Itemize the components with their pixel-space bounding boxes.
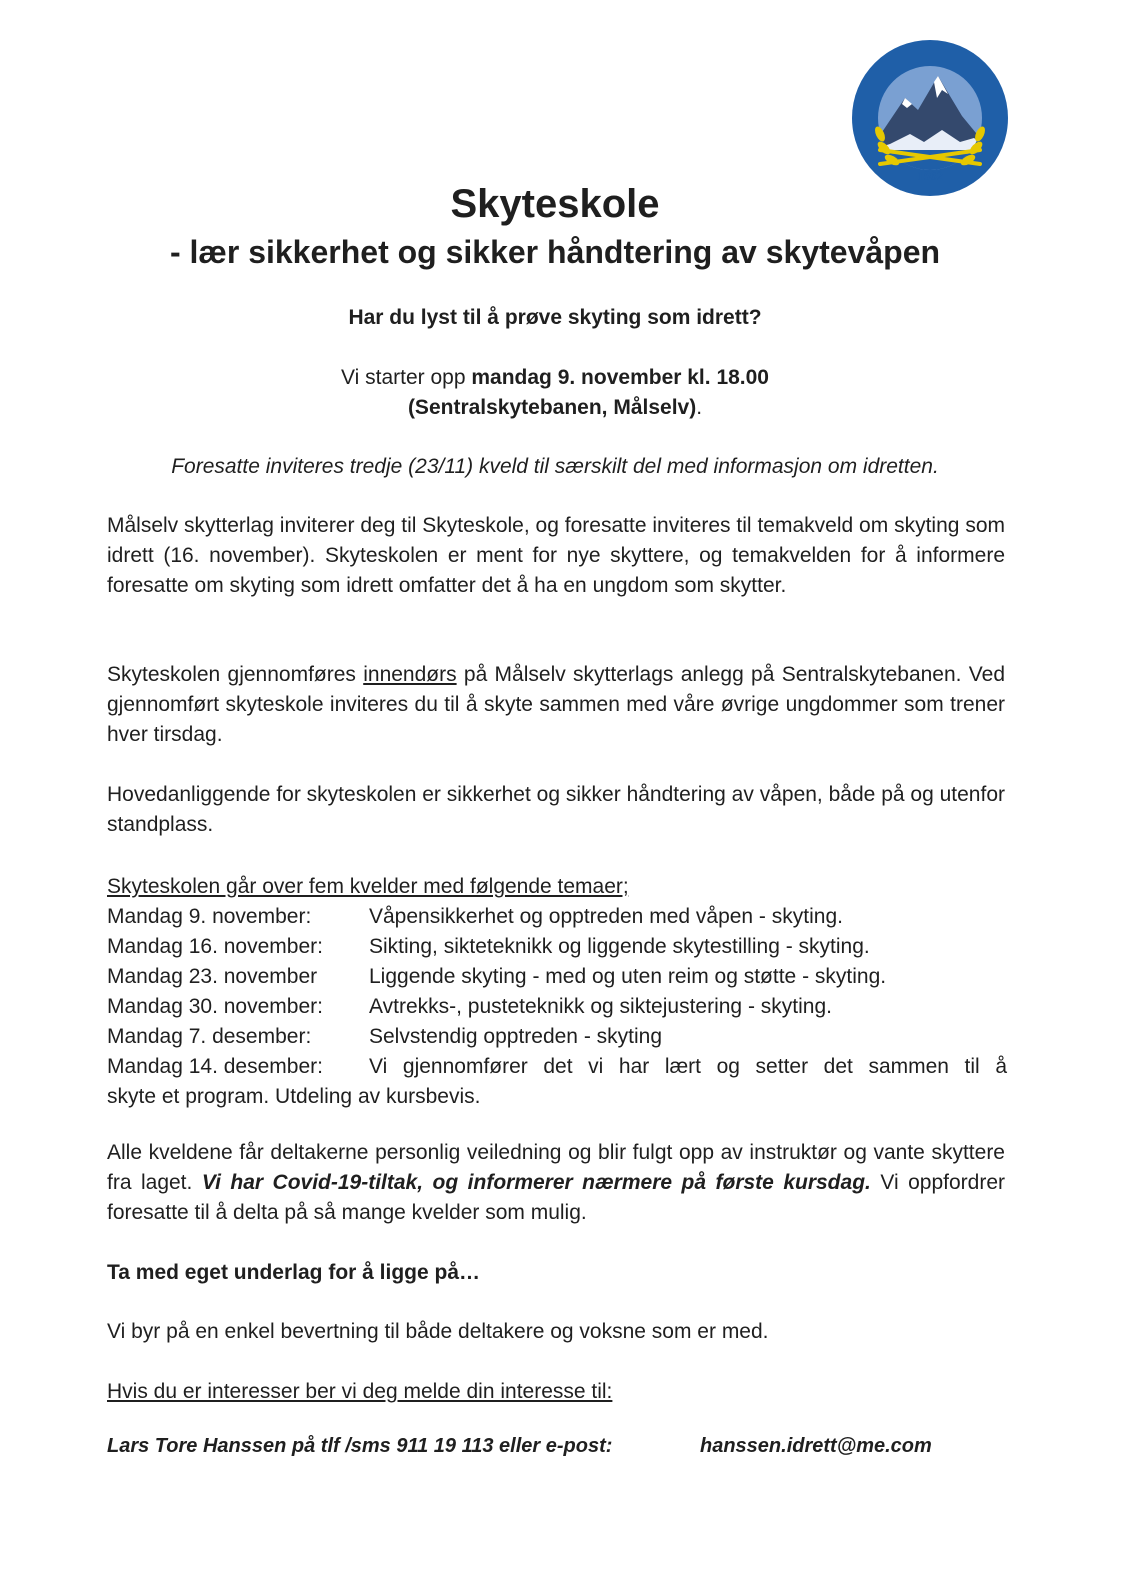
schedule-day: Mandag 23. november [107, 965, 318, 988]
paragraph-location-indoors: innendørs [363, 663, 457, 686]
schedule-topic: Våpensikkerhet og opptreden med våpen - skyting. [369, 905, 843, 928]
malselv-skytterlag-logo [850, 26, 1021, 198]
schedule-day: Mandag 30. november: [107, 995, 323, 1018]
intro-question: Har du lyst til å prøve skyting som idrett? [348, 306, 762, 329]
logo-year: 1862 [917, 168, 943, 183]
paragraph-main-focus: Hovedanliggende for skyteskolen er sikkerhet og sikker håndtering av våpen, både på og utenfor standplass. [107, 783, 1005, 836]
schedule-day: Mandag 9. november: [107, 905, 312, 928]
schedule-row [107, 932, 1007, 962]
paragraph-location-post: på Målselv skytterlags anlegg på Sentralskytebanen. Ved gjennomført skyteskole inviteres du til å skyte sammen med våre øvrige ungdommer som trener hver tirsdag. [107, 663, 1005, 746]
interest-heading: Hvis du er interesser ber vi deg melde din interesse til: [107, 1380, 613, 1403]
schedule-topic: Sikting, sikteteknikk og liggende skytestilling - skyting. [369, 935, 870, 958]
contact-email[interactable]: hanssen.idrett@me.com [700, 1435, 932, 1457]
bevertning-note: Vi byr på en enkel bevertning til både deltakere og voksne som er med. [107, 1320, 769, 1343]
schedule-topic: Liggende skyting - med og uten reim og støtte - skyting. [369, 965, 887, 988]
page-subtitle: - lær sikkerhet og sikker håndtering av skytevåpen [169, 234, 941, 270]
schedule-topic: Avtrekks-, pusteteknikk og siktejustering - skyting. [369, 995, 832, 1018]
schedule [107, 872, 1007, 1112]
schedule-row [107, 902, 1007, 932]
schedule-day: Mandag 7. desember: [107, 1025, 312, 1048]
underlag-note: Ta med eget underlag for å ligge på… [107, 1261, 481, 1284]
contact-info: Lars Tore Hanssen på tlf /sms 911 19 113 eller e-post: [107, 1435, 613, 1457]
schedule-topic: Selvstendig opptreden - skyting [369, 1025, 663, 1048]
schedule-row [107, 1022, 1007, 1052]
guidance-pre: Alle kveldene får deltakerne personlig veiledning og blir fulgt opp av instruktør og vante skyttere fra laget. [107, 1141, 1005, 1194]
page-title: Skyteskole [450, 182, 660, 226]
paragraph-location [107, 660, 1005, 750]
start-prefix: Vi starter opp [341, 366, 472, 389]
schedule-day: Mandag 16. november: [107, 935, 323, 958]
schedule-row [107, 1052, 1007, 1082]
covid-notice: Vi har Covid-19-tiltak, og informerer nærmere på første kursdag. [201, 1171, 871, 1194]
start-info [0, 363, 1110, 423]
guidance-post: Vi oppfordrer foresatte til å delta på så mange kvelder som mulig. [107, 1171, 1005, 1224]
schedule-row [107, 992, 1007, 1022]
start-location: (Sentralskytebanen, Målselv) [407, 396, 697, 419]
schedule-heading: Skyteskolen går over fem kvelder med følgende temaer; [107, 875, 629, 898]
schedule-row [107, 962, 1007, 992]
schedule-continuation: skyte et program. Utdeling av kursbevis. [107, 1085, 481, 1108]
schedule-topic: Vi gjennomfører det vi har lært og setter det sammen til å [369, 1055, 1007, 1078]
foresatte-notice: Foresatte inviteres tredje (23/11) kveld til særskilt del med informasjon om idretten. [171, 455, 939, 478]
paragraph-invitation: Målselv skytterlag inviterer deg til Skyteskole, og foresatte inviteres til temakveld om skyting som idrett (16. november). Skyteskolen er ment for nye skyttere, og temakvelden for å informere foresatte om skyting som idrett omfatter det å ha en ungdom som skytter. [107, 514, 1005, 597]
start-location-suffix: . [696, 396, 703, 419]
paragraph-location-pre: Skyteskolen gjennomføres [107, 663, 364, 686]
start-date: mandag 9. november kl. 18.00 [471, 366, 769, 389]
paragraph-guidance [107, 1138, 1005, 1228]
schedule-day: Mandag 14. desember: [107, 1055, 323, 1078]
logo-name: MÅLSELV SKYTTERLAG [850, 26, 1021, 41]
